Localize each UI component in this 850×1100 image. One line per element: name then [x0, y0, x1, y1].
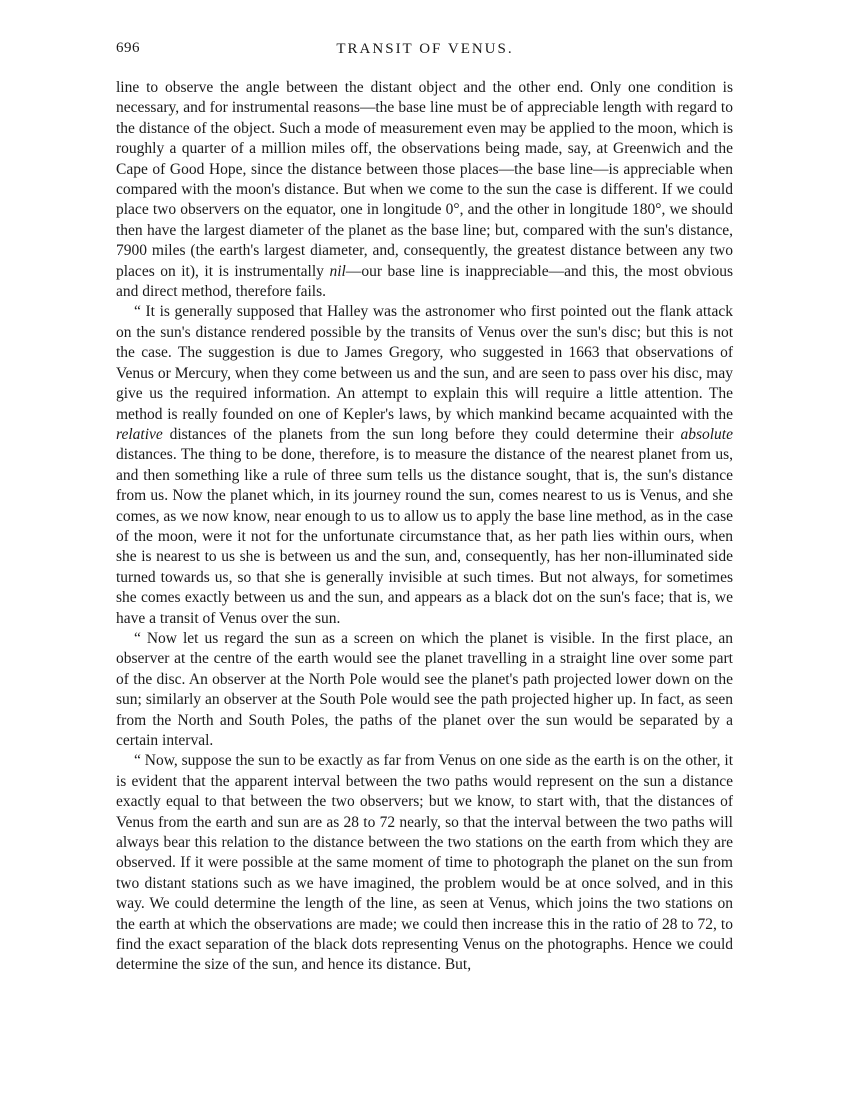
text-segment: —our base line is inappreciable—and this, the most obvious and direct method, therefore fails. — [116, 262, 733, 301]
italic-term: relative — [116, 425, 163, 443]
text-segment: “ Now let us regard the sun as a screen on which the planet is visible. In the first place, an observer at the centre of the earth would see the planet travelling in a straight line over some part of the disc. An observer at the North Pole would see the planet's path projected lower down on the sun; similarly an observer at the South Pole would see the path projected higher up. In fact, as seen from the North and South Poles, the paths of the planet over the sun would be separated by a certain interval. — [116, 629, 733, 749]
text-segment: “ It is generally supposed that Halley was the astronomer who first pointed out the flank attack on the sun's distance rendered possible by the transits of Venus over the sun's disc; but this is not the case. The suggestion is due to James Gregory, who suggested in 1663 that observations of Venus or Mercury, when they come between us and the sun, and are seen to pass over his disc, may give us the required information. An attempt to explain this will require a little attention. The method is really founded on one of Kepler's laws, by which mankind became acquainted with the — [116, 303, 733, 423]
paragraph-1 — [116, 78, 733, 302]
text-segment: distances of the planets from the sun long before they could determine their — [162, 425, 681, 443]
paragraph-3 — [116, 629, 733, 751]
running-title: TRANSIT OF VENUS. — [336, 41, 514, 57]
text-segment: “ Now, suppose the sun to be exactly as far from Venus on one side as the earth is on the other, it is evident that the apparent interval between the two paths would represent on the sun a distance exactly equal to that between the two observers; but we know, to start with, that the distances of Venus from the earth and sun are as 28 to 72 nearly, so that the interval between the two paths will always bear this relation to the distance between the two stations on the earth from which they are observed. If it were possible at the same moment of time to photograph the planet on the sun from two distant stations such as we have imagined, the problem would be at once solved, and in this way. We could determine the length of the line, as seen at Venus, which joins the two stations on the earth at which the observations are made; we could then increase this in the ratio of 28 to 72, to find the exact separation of the black dots representing Venus on the photographs. Hence we could determine the size of the sun, and hence its distance. But, — [116, 752, 733, 974]
text-segment: distances. The thing to be done, therefore, is to measure the distance of the nearest planet from us, and then something like a rule of three sum tells us the distance sought, that is, the sun's distance from us. Now the planet which, in its journey round the sun, comes nearest to us is Venus, and she comes, as we now know, near enough to us to allow us to apply the base line method, as in the case of the moon, were it not for the unfortunate circumstance that, as her path lies within ours, when she is nearest to us she is between us and the sun, and, consequently, has her non-illuminated side turned towards us, so that she is generally invisible at such times. But not always, for sometimes she comes exactly between us and the sun, and appears as a black dot on the sun's face; that is, we have a transit of Venus over the sun. — [116, 446, 733, 627]
paragraph-2 — [116, 302, 733, 629]
paragraph-4 — [116, 751, 733, 975]
article-body — [116, 78, 733, 976]
page-number: 696 — [116, 40, 140, 56]
text-segment: line to observe the angle between the distant object and the other end. Only one condition is necessary, and for instrumental reasons—the base line must be of appreciable length with regard to the distance of the object. Such a mode of measurement even may be applied to the moon, which is roughly a quarter of a million miles off, the observations being made, say, at Greenwich and the Cape of Good Hope, since the distance between those places—the base line—is appreciable when compared with the moon's distance. But when we come to the sun the case is different. If we could place two observers on the equator, one in longitude 0°, and the other in longitude 180°, we should then have the largest diameter of the planet as the base line; but, compared with the sun's distance, 7900 miles (the earth's largest diameter, and, consequently, the greatest distance between any two places on it), it is instrumentally — [116, 79, 733, 280]
italic-term: nil — [329, 262, 346, 280]
italic-term: absolute — [680, 425, 733, 443]
